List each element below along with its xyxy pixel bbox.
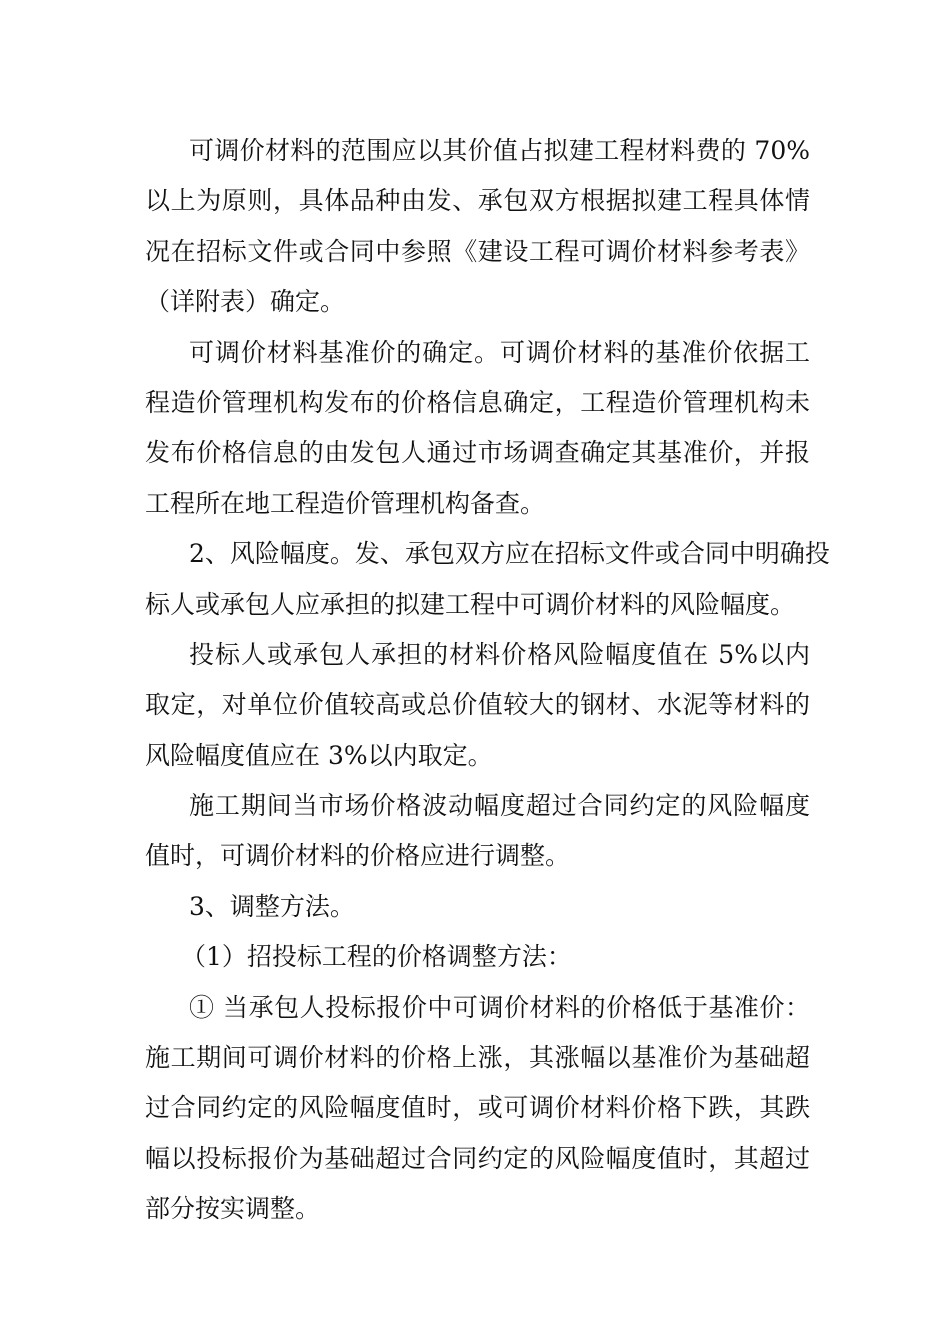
paragraph-line: 幅以投标报价为基础超过合同约定的风险幅度值时，其超过 — [145, 1143, 810, 1173]
paragraph-line: 程造价管理机构发布的价格信息确定，工程造价管理机构未 — [145, 387, 810, 417]
subsection-heading: （1）招投标工程的价格调整方法： — [181, 942, 572, 972]
paragraph-line: 况在招标文件或合同中参照《建设工程可调价材料参考表》 — [145, 236, 810, 266]
paragraph-line: 2、风险幅度。发、承包双方应在招标文件或合同中明确投 — [189, 539, 830, 569]
paragraph-risk-range — [145, 529, 830, 630]
paragraph-line: ① 当承包人投标报价中可调价材料的价格低于基准价： — [189, 992, 810, 1022]
paragraph-adjust-condition — [145, 781, 810, 882]
paragraph-line: 可调价材料基准价的确定。可调价材料的基准价依据工 — [189, 337, 810, 367]
paragraph-line: 风险幅度值应在 3%以内取定。 — [145, 740, 493, 770]
paragraph-line: 标人或承包人应承担的拟建工程中可调价材料的风险幅度。 — [145, 589, 796, 619]
paragraph-line: 发布价格信息的由发包人通过市场调查确定其基准价，并报 — [145, 438, 810, 468]
paragraph-line: 取定，对单位价值较高或总价值较大的钢材、水泥等材料的 — [145, 690, 810, 720]
paragraph-line: 以上为原则，具体品种由发、承包双方根据拟建工程具体情 — [145, 186, 810, 216]
section-heading-adjust-method — [145, 882, 810, 932]
paragraph-line: 工程所在地工程造价管理机构备查。 — [145, 488, 546, 518]
paragraph-case-one — [145, 983, 810, 1235]
paragraph-line: 施工期间当市场价格波动幅度超过合同约定的风险幅度 — [189, 791, 810, 821]
paragraph-base-price — [145, 328, 810, 530]
paragraph-line: 部分按实调整。 — [145, 1194, 321, 1224]
paragraph-scope — [145, 126, 810, 328]
paragraph-line: 值时，可调价材料的价格应进行调整。 — [145, 841, 571, 871]
subsection-heading-bid-method — [145, 932, 810, 982]
paragraph-line: 可调价材料的范围应以其价值占拟建工程材料费的 70% — [189, 136, 810, 165]
paragraph-risk-value — [145, 630, 810, 781]
paragraph-line: （详附表）确定。 — [145, 287, 346, 317]
paragraph-line: 施工期间可调价材料的价格上涨，其涨幅以基准价为基础超 — [145, 1043, 810, 1073]
paragraph-line: 过合同约定的风险幅度值时，或可调价材料价格下跌，其跌 — [145, 1093, 810, 1123]
document-body — [145, 126, 830, 1235]
paragraph-line: 投标人或承包人承担的材料价格风险幅度值在 5%以内 — [189, 639, 810, 669]
section-heading: 3、调整方法。 — [189, 891, 355, 921]
